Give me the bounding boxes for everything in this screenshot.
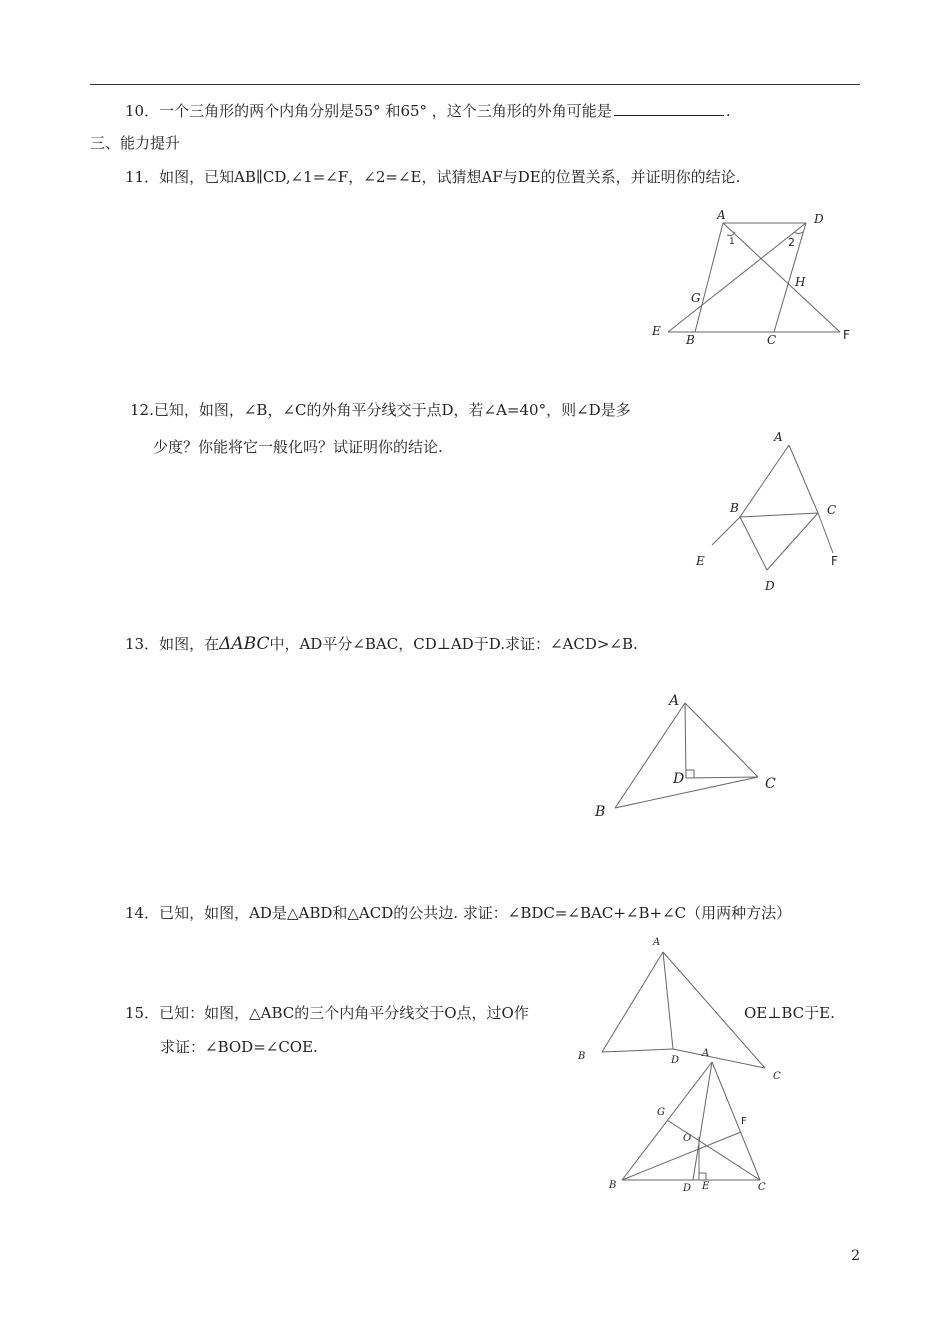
label-c: C [773,1071,781,1082]
segment-ab [615,703,685,808]
label-c: C [758,1182,766,1193]
label-a: A [774,430,783,444]
label-c: C [767,333,777,347]
label-o: O [683,1133,692,1144]
label-b: B [686,333,695,347]
label-d: D [814,212,824,226]
segment-ad [685,703,686,778]
label-f: F [741,1116,747,1127]
right-angle-mark [686,770,694,778]
segment-ab [740,445,789,517]
label-c: C [827,503,837,517]
label-h: H [795,275,806,289]
label-g: G [691,291,701,305]
answer-blank[interactable] [614,101,724,116]
label-b: B [595,804,606,820]
label-d: D [765,579,775,593]
segment-bc [740,513,818,517]
label-f: F [831,554,838,568]
section-heading: 三、能力提升 [90,134,181,152]
segment-ab [602,952,663,1052]
label-d: D [671,1055,680,1066]
segment-ac [712,1062,760,1180]
segment-bc [615,777,758,808]
figure-11 [640,205,860,355]
segment-ab [695,223,723,332]
label-b: B [578,1051,586,1062]
page-number: 2 [851,1248,860,1264]
label-a: A [702,1048,710,1059]
figure-12 [690,425,860,600]
question-12-line2: 少度？你能将它一般化吗？试证明你的结论. [153,438,443,456]
label-b: B [609,1180,617,1191]
segment-cf [818,513,833,553]
segment-ad [663,952,673,1049]
label-d: D [683,1183,692,1194]
figure-15 [600,1042,790,1202]
segment-ac [685,703,758,777]
label-b: B [730,501,739,515]
segment-be [712,517,740,545]
label-a: A [669,693,680,709]
question-14: 14．已知，如图，AD是△ABD和△ACD的公共边. 求证：∠BDC=∠BAC+∠B+∠C（用两种方法） [125,904,792,922]
label-c: C [765,776,776,792]
question-15-line2: 求证：∠BOD=∠COE. [160,1038,318,1056]
label-a: A [717,208,726,222]
question-11: 11．如图，已知AB∥CD,∠1=∠F，∠2=∠E，试猜想AF与DE的位置关系，并证明你的结论. [125,168,741,186]
label-a: A [653,937,661,948]
segment-dc [686,777,758,778]
question-15-line1b: OE⊥BC于E. [744,1004,835,1022]
label-d: D [673,771,685,787]
header-rule [90,84,860,85]
segment-af [723,223,840,332]
segment-ad [693,1062,712,1180]
question-12-line1: 12.已知，如图，∠B，∠C的外角平分线交于点D，若∠A=40°，则∠D是多 [130,401,631,419]
label-e: E [696,554,705,568]
figure-13 [585,685,795,825]
segment-de [668,223,806,332]
question-15-line1a: 15．已知：如图，△ABC的三个内角平分线交于O点，过O作 [125,1004,529,1022]
question-13: 13．如图，在ΔABC中，AD平分∠BAC，CD⊥AD于D.求证：∠ACD>∠B. [125,634,638,654]
segment-bd [740,517,767,570]
label-e: E [652,324,661,338]
question-10: 10．一个三角形的两个内角分别是55° 和65° ，这个三角形的外角可能是 . [125,102,731,120]
right-angle-mark [699,1173,706,1180]
segment-ac [789,445,818,513]
segment-cd [767,513,818,570]
label-g: G [657,1107,665,1118]
label-2: 2 [788,236,795,249]
label-e: E [702,1181,710,1192]
angle-2-arc [794,232,803,234]
label-1: 1 [729,237,735,247]
segment-cg [667,1120,760,1180]
label-f: F [843,328,850,342]
